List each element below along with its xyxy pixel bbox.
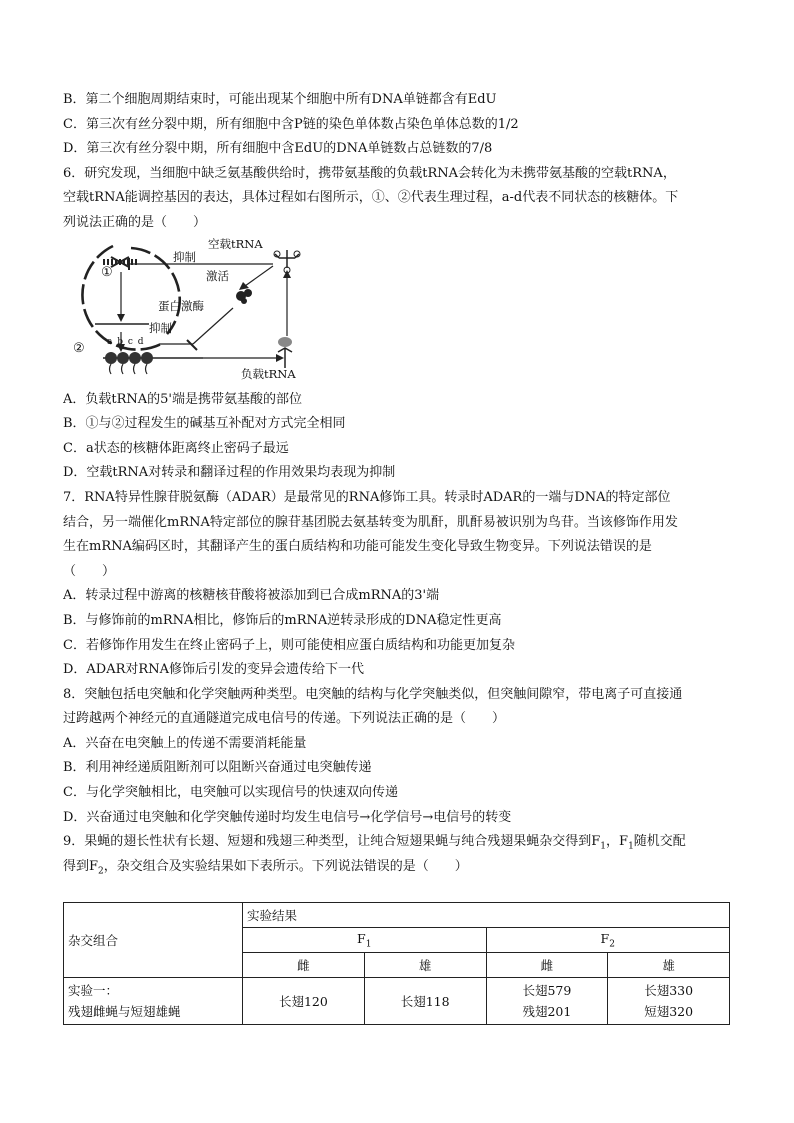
header-f2-sub: 2 (609, 939, 615, 950)
row1-name-line1: 实验一： (68, 983, 119, 998)
q8-option-b: B．利用神经递质阻断剂可以阻断兴奋通过电突触传递 (63, 760, 372, 776)
row1-f1-female: 长翅120 (243, 978, 365, 1025)
q6-option-b: B．①与②过程发生的碱基互补配对方式完全相同 (63, 416, 346, 432)
q7-stem-line-1: 7．RNA特异性腺苷脱氨酶（ADAR）是最常见的RNA修饰工具。转录时ADAR的一端与DNA的特定部位 (63, 489, 671, 505)
row1-f2-male (608, 978, 730, 1025)
q9-stem-2a: 得到F (63, 858, 99, 874)
q8-option-a: A．兴奋在电突触上的传递不需要消耗能量 (63, 735, 307, 751)
header-f1-sub: 1 (365, 939, 372, 950)
label-process-2: ② (73, 340, 85, 356)
ribosome-d (141, 352, 153, 364)
header-f2-male: 雄 (608, 953, 730, 978)
row1-f2-female-1: 长翅579 (522, 983, 572, 998)
row1-name (64, 978, 243, 1025)
header-f1-female: 雌 (243, 953, 365, 978)
ribosome-b (117, 352, 129, 364)
label-inhibit-1: 抑制 (173, 249, 196, 264)
q9-stem-1c: 随机交配 (633, 834, 686, 850)
header-f2 (486, 928, 730, 953)
q9-stem-2b: ，杂交组合及实验结果如下表所示。下列说法错误的是（ ） (103, 858, 468, 874)
q8-stem-line-1: 8．突触包括电突触和化学突触两种类型。电突触的结构与化学突触类似，但突触间隙窄，带电离子可直接通 (63, 686, 683, 702)
q6-option-d: D．空载tRNA对转录和翻译过程的作用效果均表现为抑制 (63, 465, 396, 481)
q8-option-c: C．与化学突触相比，电突触可以实现信号的快速双向传递 (63, 785, 398, 801)
q7-option-a: A．转录过程中游离的核糖核苷酸将被添加到已合成mRNA的3'端 (63, 588, 440, 604)
row1-f1-male: 长翅118 (364, 978, 486, 1025)
q5-option-b: B．第二个细胞周期结束时，可能出现某个细胞中所有DNA单链都含有EdU (63, 92, 497, 107)
header-f1 (243, 928, 487, 953)
q5-option-c: C．第三次有丝分裂中期，所有细胞中含P链的染色单体数占染色单体总数的1/2 (63, 116, 519, 132)
q8-stem-line-2: 过跨越两个神经元的直通隧道完成电信号的传递。下列说法正确的是（ ） (63, 711, 506, 727)
label-process-1: ① (101, 264, 113, 280)
ribosome-c (129, 352, 141, 364)
q9-stem-1b: ，F (606, 834, 629, 850)
q7-stem-line-4: （ ） (63, 563, 116, 579)
header-f2-text: F (600, 930, 610, 946)
q6-option-c: C．a状态的核糖体距离终止密码子最远 (63, 440, 289, 456)
q7-option-c: C．若修饰作用发生在终止密码子上，则可能使相应蛋白质结构和功能更加复杂 (63, 637, 515, 653)
header-f1-text: F (357, 930, 366, 946)
q7-option-b: B．与修饰前的mRNA相比，修饰后的mRNA逆转录形成的DNA稳定性更高 (63, 612, 502, 628)
header-f1-male: 雄 (364, 953, 486, 978)
amino-acid (278, 337, 292, 347)
q9-stem-1a: 9．果蝇的翅长性状有长翅、短翅和残翅三种类型，让纯合短翅果蝇与纯合残翅果蝇杂交得到F (63, 834, 601, 850)
q9-sub-f2: 2 (98, 866, 104, 877)
q6-option-a: A．负载tRNA的5'端是携带氨基酸的部位 (63, 391, 303, 407)
q9-stem-line-1 (63, 830, 733, 855)
row1-f2-female-2: 残翅201 (522, 1004, 572, 1019)
q9-stem-line-2 (63, 855, 733, 880)
q6-stem-line-3: 列说法正确的是（ ） (63, 214, 207, 230)
ribosome-a (105, 352, 117, 364)
header-f2-female: 雌 (486, 953, 608, 978)
q7-stem-line-2: 结合，另一端催化mRNA特定部位的腺苷基团脱去氨基转变为肌酐，肌酐易被识别为鸟苷。当该修饰作用发 (63, 514, 678, 530)
label-inhibit-2: 抑制 (149, 320, 172, 335)
row1-name-line2: 残翅雌蝇与短翅雄蝇 (68, 1004, 181, 1019)
q6-stem-line-2: 空载tRNA能调控基因的表达，具体过程如右图所示，①、②代表生理过程，a-d代表不同状态的核糖体。下 (63, 190, 679, 206)
header-combo: 杂交组合 (64, 903, 243, 978)
label-protein-kinase: 蛋白激酶 (158, 298, 204, 313)
q7-option-d: D．ADAR对RNA修饰后引发的变异会遗传给下一代 (63, 662, 364, 678)
header-result: 实验结果 (243, 903, 730, 928)
row1-f2-male-1: 长翅330 (644, 983, 694, 998)
q7-stem-line-3: 生在mRNA编码区时，其翻译产生的蛋白质结构和功能可能发生变化导致生物变异。下列说法错误的是 (63, 539, 652, 555)
q9-sub-f1a: 1 (600, 841, 607, 852)
row1-f2-female (486, 978, 608, 1025)
empty-trna-shape (275, 250, 299, 268)
label-empty-trna: 空载tRNA (208, 236, 263, 251)
label-ribosome-letters: a b c d (107, 336, 145, 347)
exam-page (63, 88, 733, 879)
trna-regulation-diagram (63, 236, 733, 386)
q8-option-d: D．兴奋通过电突触和化学突触传递时均发生电信号→化学信号→电信号的转变 (63, 809, 512, 825)
q6-stem-line-1: 6．研究发现，当细胞中缺乏氨基酸供给时，携带氨基酸的负载tRNA会转化为未携带氨基酸的空载tRNA， (63, 165, 676, 181)
label-activate: 激活 (206, 268, 229, 283)
row1-f2-male-2: 短翅320 (644, 1004, 694, 1019)
cross-results-table (63, 902, 730, 1025)
q9-sub-f1b: 1 (628, 841, 634, 852)
label-loaded-trna: 负载tRNA (241, 366, 296, 381)
q5-option-d: D．第三次有丝分裂中期，所有细胞中含EdU的DNA单链数占总链数的7/8 (63, 141, 493, 157)
